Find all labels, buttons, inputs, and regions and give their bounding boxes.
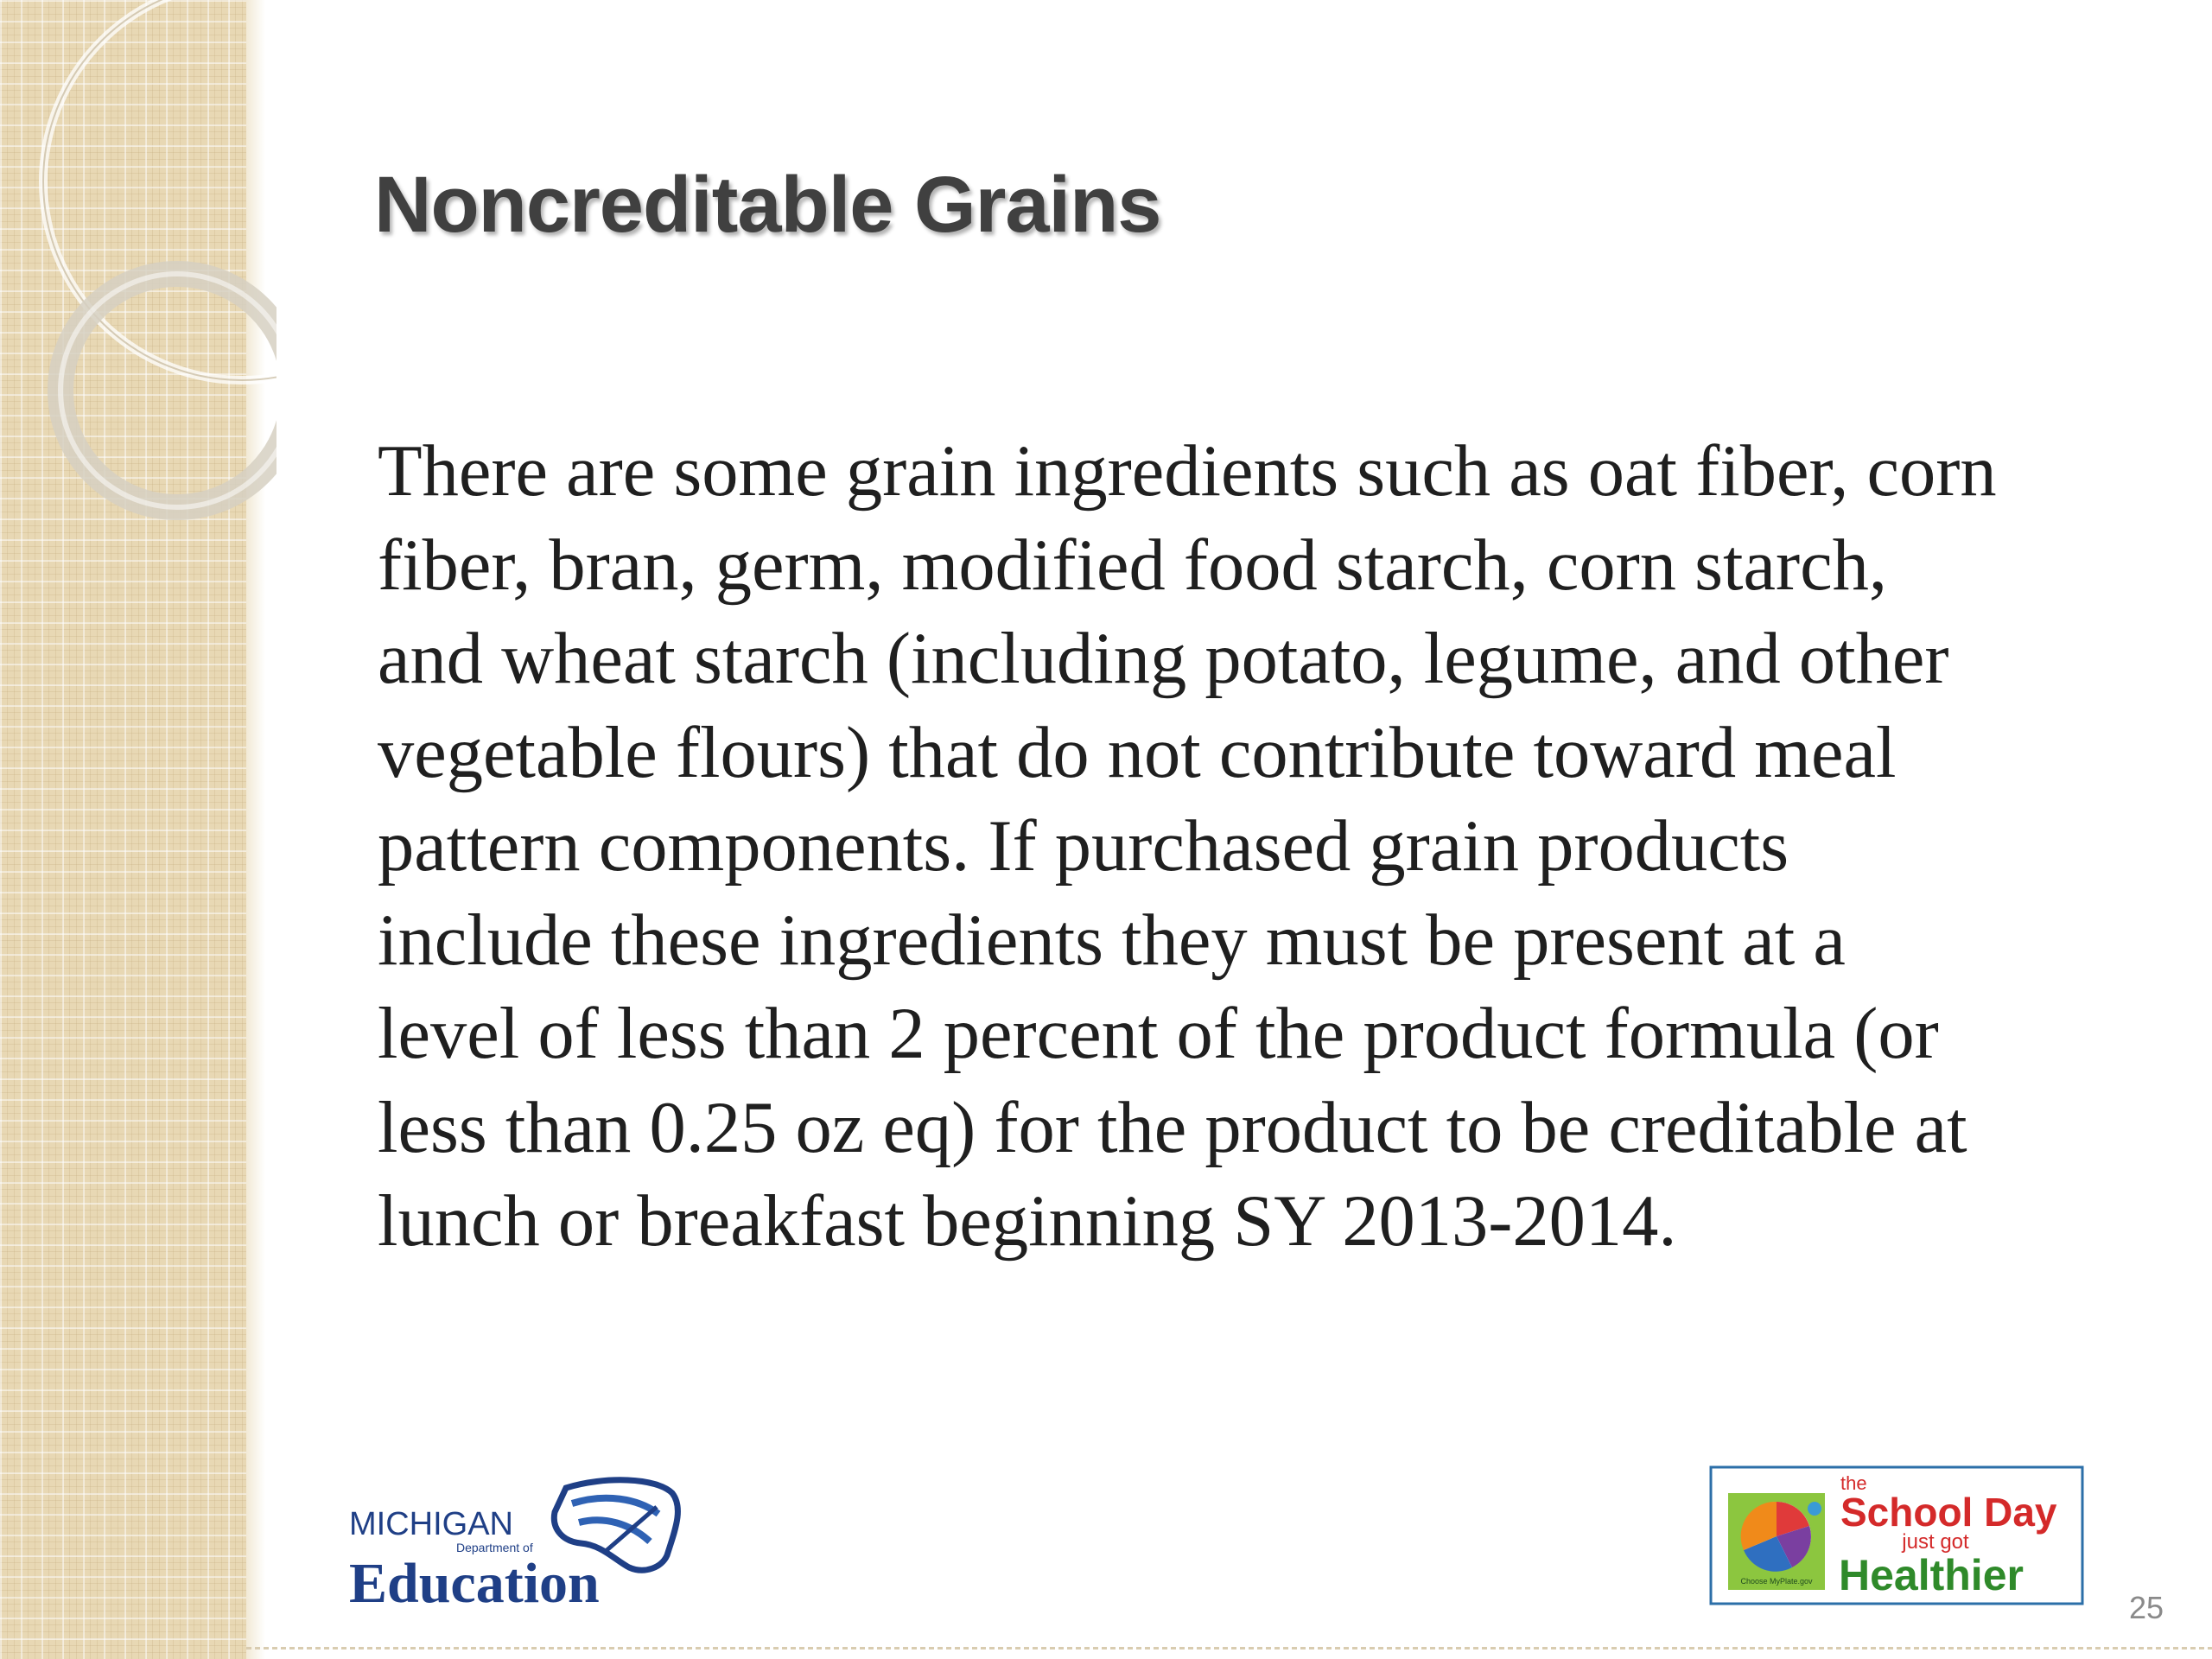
bottom-divider — [246, 1647, 2212, 1649]
body-line: include these ingredients they must be present at a — [378, 899, 1846, 981]
decorative-rings — [0, 0, 276, 553]
body-line: pattern components. If purchased grain products — [378, 806, 1789, 887]
education-wordmark: Education — [349, 1552, 600, 1611]
body-line: There are some grain ingredients such as oat fiber, corn — [378, 431, 1997, 512]
the-text: the — [1840, 1472, 1867, 1494]
school-day-healthier-logo — [1709, 1464, 2086, 1607]
body-line: and wheat starch (including potato, legume, and other — [378, 619, 1949, 699]
healthier-text: Healthier — [1839, 1551, 2024, 1599]
body-line: lunch or breakfast beginning SY 2013-2014. — [378, 1181, 1677, 1262]
body-line: less than 0.25 oz eq) for the product to be creditable at — [378, 1087, 1967, 1168]
just-got-text: just got — [1902, 1530, 1969, 1554]
slide-number: 25 — [2128, 1590, 2164, 1625]
slide-title: Noncreditable Grains — [374, 161, 1161, 249]
body-line: level of less than 2 percent of the product formula (or — [378, 994, 1939, 1074]
body-line: vegetable flours) that do not contribute toward meal — [378, 712, 1897, 793]
body-line: fiber, bran, germ, modified food starch, corn starch, — [378, 524, 1888, 606]
school-day-text: School Day — [1840, 1490, 2057, 1535]
body-paragraph — [378, 425, 2114, 1269]
myplate-caption: Choose MyPlate.gov — [1740, 1577, 1813, 1586]
michigan-education-logo — [346, 1472, 683, 1611]
michigan-wordmark: MICHIGAN — [349, 1506, 513, 1542]
department-of-text: Department of — [456, 1541, 533, 1554]
